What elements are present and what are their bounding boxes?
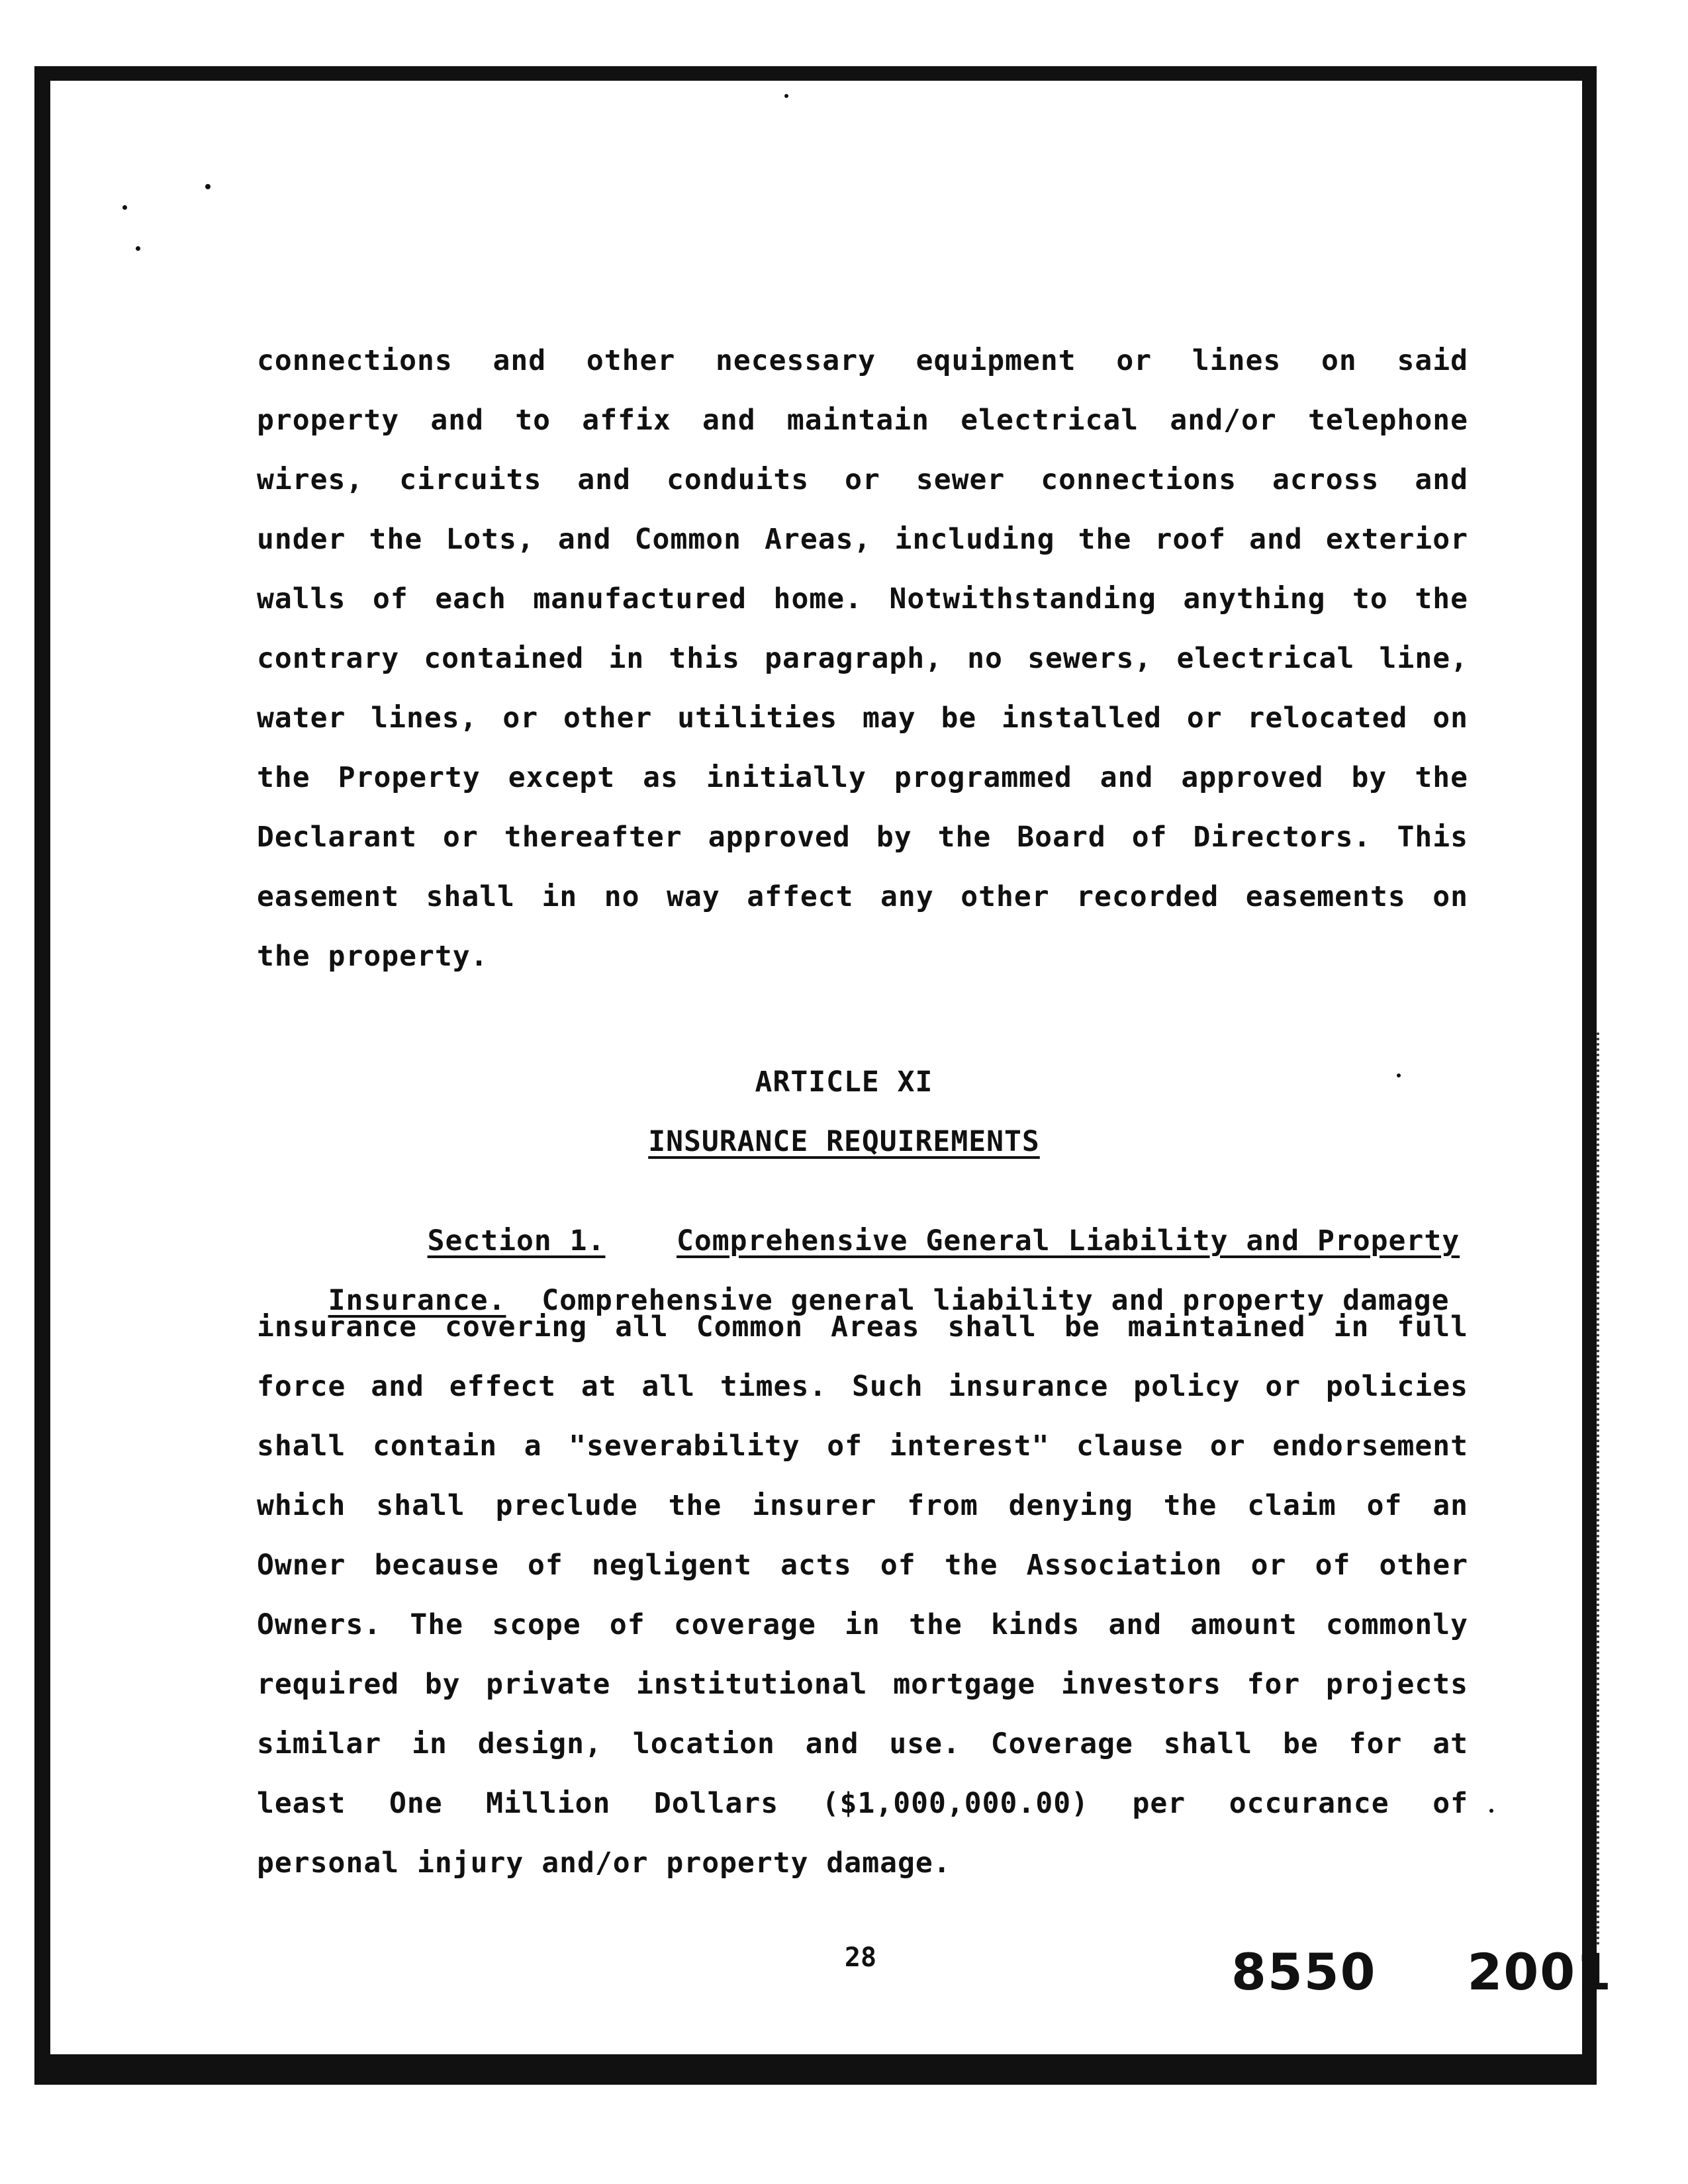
text-line: water lines, or other utilities may be installed or relocated on	[257, 702, 1468, 735]
article-title: INSURANCE REQUIREMENTS	[648, 1125, 1040, 1158]
text-line: Declarant or thereafter approved by the Board of Directors. This	[257, 821, 1468, 854]
scan-speck	[784, 94, 788, 98]
section-title: Comprehensive General Liability and Property	[677, 1224, 1460, 1257]
text-line: Comprehensive general liability and property damage	[541, 1284, 1450, 1317]
text-line: personal injury and/or property damage.	[257, 1846, 951, 1880]
text-line: property and to affix and maintain electrical and/or telephone	[257, 404, 1468, 437]
text-line: easement shall in no way affect any other recorded easements on	[257, 880, 1468, 913]
text-line: least One Million Dollars ($1,000,000.00) per occurance of	[257, 1787, 1468, 1820]
text-line: which shall preclude the insurer from denying the claim of an	[257, 1489, 1468, 1522]
text-line: walls of each manufactured home. Notwithstanding anything to the	[257, 582, 1468, 615]
text-line: Owners. The scope of coverage in the kinds and amount commonly	[257, 1608, 1468, 1641]
text-line: insurance covering all Common Areas shall be maintained in full	[257, 1310, 1468, 1343]
scan-speck	[1489, 1809, 1493, 1813]
section-title-end: Insurance.	[328, 1284, 506, 1317]
text-line: Owner because of negligent acts of the Association or of other	[257, 1549, 1468, 1582]
scan-speck	[205, 184, 211, 189]
section-number: Section 1.	[427, 1224, 606, 1257]
scan-speck	[136, 246, 140, 251]
recording-stamp: 8550 2001	[1231, 1942, 1613, 2001]
scan-edge-noise	[1577, 1032, 1599, 1946]
text-line: connections and other necessary equipment or lines on said	[257, 344, 1468, 377]
article-heading: ARTICLE XI	[755, 1066, 933, 1099]
text-line: contrary contained in this paragraph, no sewers, electrical line,	[257, 642, 1468, 675]
page-number: 28	[844, 1942, 877, 1973]
text-line: force and effect at all times. Such insurance policy or policies	[257, 1370, 1468, 1403]
text-line: required by private institutional mortgage investors for projects	[257, 1668, 1468, 1701]
scan-speck	[122, 205, 127, 210]
text-line: similar in design, location and use. Coverage shall be for at	[257, 1727, 1468, 1760]
text-line: the Property except as initially programmed and approved by the	[257, 761, 1468, 794]
text-line: the property.	[257, 940, 489, 973]
text-line: shall contain a "severability of interest" clause or endorsement	[257, 1430, 1468, 1463]
text-line: under the Lots, and Common Areas, including the roof and exterior	[257, 523, 1468, 556]
text-line: wires, circuits and conduits or sewer connections across and	[257, 463, 1468, 496]
